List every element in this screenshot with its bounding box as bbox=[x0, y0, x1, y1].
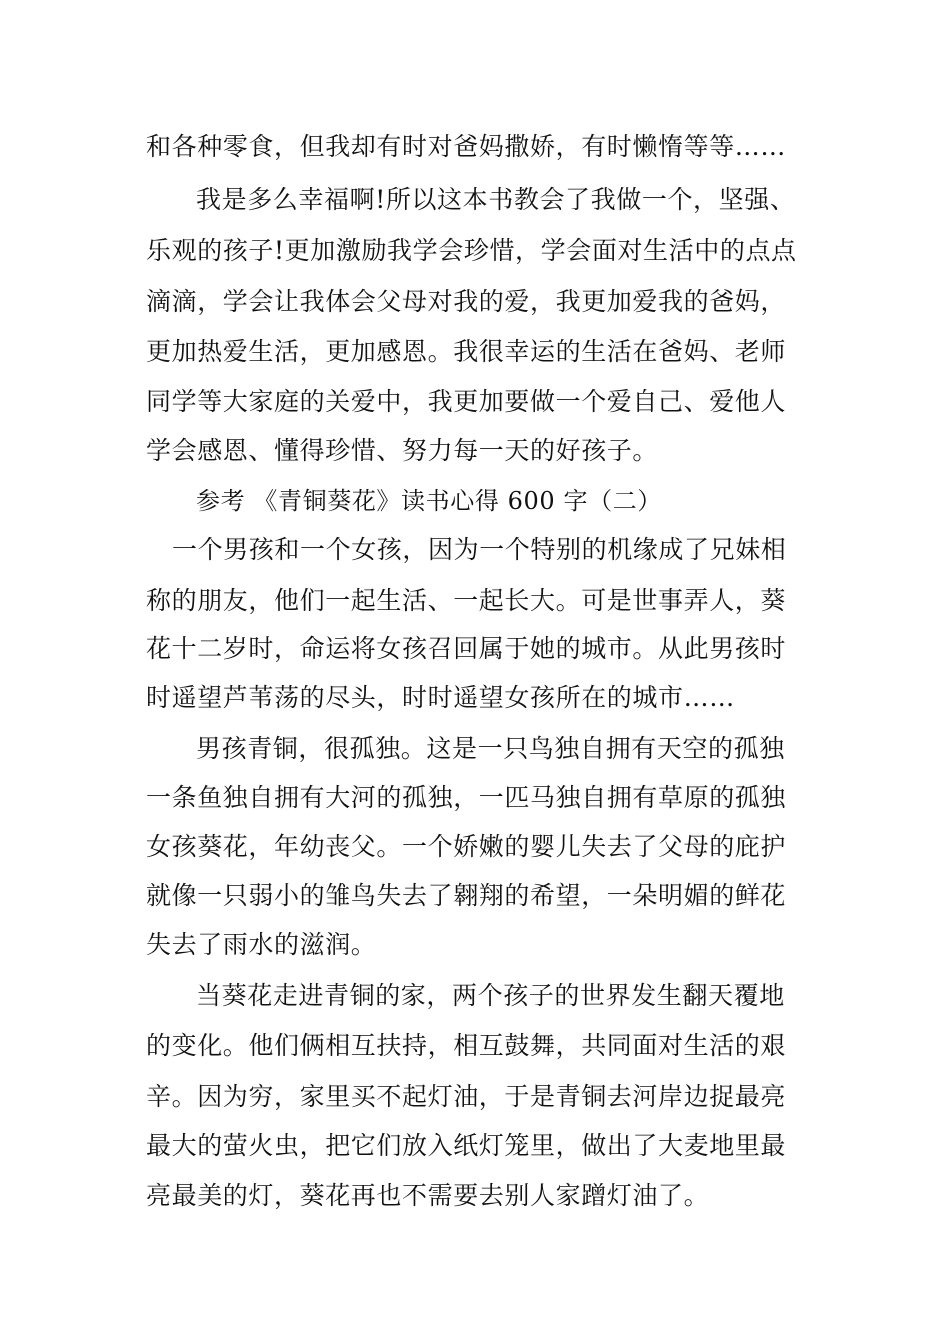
text-line: 一条鱼独自拥有大河的孤独，一匹马独自拥有草原的孤独 bbox=[146, 783, 787, 812]
text-line: 滴滴，学会让我体会父母对我的爱，我更加爱我的爸妈， bbox=[146, 287, 787, 316]
text-line: 更加热爱生活，更加感恩。我很幸运的生活在爸妈、老师 bbox=[146, 337, 787, 366]
text-line: 亮最美的灯，葵花再也不需要去别人家蹭灯油了。 bbox=[146, 1181, 710, 1210]
text-line: 学会感恩、懂得珍惜、努力每一天的好孩子。 bbox=[146, 436, 659, 465]
text-line: 最大的萤火虫，把它们放入纸灯笼里，做出了大麦地里最 bbox=[146, 1131, 787, 1160]
text-line: 的变化。他们俩相互扶持，相互鼓舞，共同面对生活的艰 bbox=[146, 1031, 787, 1060]
text-line: 我是多么幸福啊!所以这本书教会了我做一个，坚强、 bbox=[196, 185, 796, 214]
text-line: 当葵花走进青铜的家，两个孩子的世界发生翻天覆地 bbox=[196, 981, 785, 1010]
text-line: 女孩葵花，年幼丧父。一个娇嫩的婴儿失去了父母的庇护 bbox=[146, 832, 787, 861]
text-line: 和各种零食，但我却有时对爸妈撒娇，有时懒惰等等…… bbox=[146, 132, 787, 161]
text-line: 辛。因为穷，家里买不起灯油，于是青铜去河岸边捉最亮 bbox=[146, 1082, 787, 1111]
section-heading: 参考 《青铜葵花》读书心得 600 字（二） bbox=[196, 487, 662, 515]
text-line: 同学等大家庭的关爱中，我更加要做一个爱自己、爱他人 bbox=[146, 387, 787, 416]
text-line: 花十二岁时，命运将女孩召回属于她的城市。从此男孩时 bbox=[146, 634, 787, 663]
text-line: 失去了雨水的滋润。 bbox=[146, 930, 377, 959]
text-line: 男孩青铜，很孤独。这是一只鸟独自拥有天空的孤独 bbox=[196, 734, 785, 763]
text-line: 称的朋友，他们一起生活、一起长大。可是世事弄人，葵 bbox=[146, 586, 787, 615]
text-line: 时遥望芦苇荡的尽头，时时遥望女孩所在的城市…… bbox=[146, 683, 735, 712]
text-line: 一个男孩和一个女孩，因为一个特别的机缘成了兄妹相 bbox=[172, 535, 787, 564]
text-line: 就像一只弱小的雏鸟失去了翱翔的希望，一朵明媚的鲜花 bbox=[146, 881, 787, 910]
text-line: 乐观的孩子!更加激励我学会珍惜，学会面对生活中的点点 bbox=[146, 236, 797, 265]
